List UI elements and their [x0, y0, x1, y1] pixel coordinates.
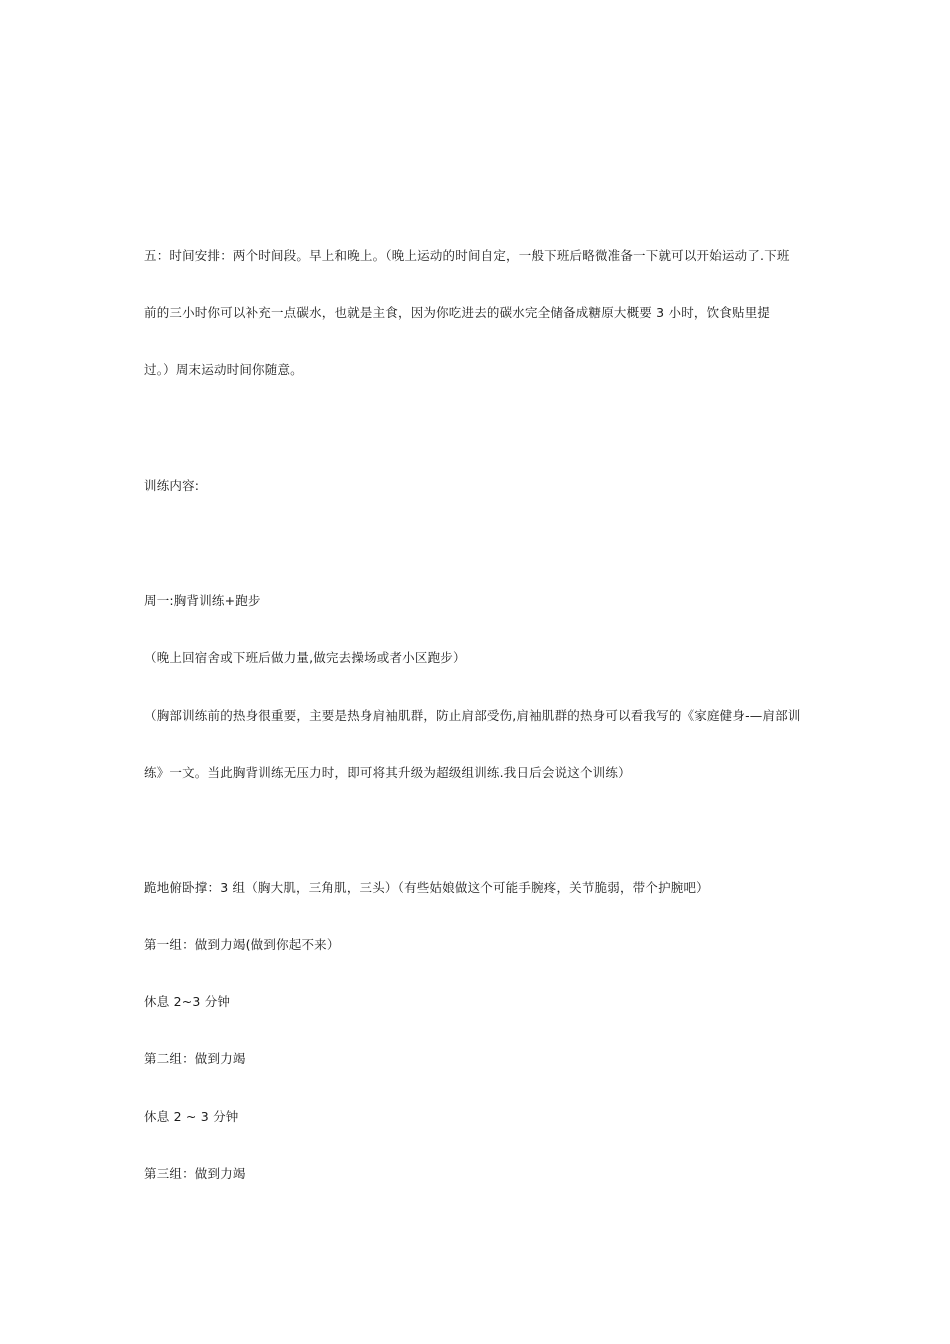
exercise-set-2: 第二组：做到力竭: [144, 1051, 246, 1066]
training-heading: 训练内容:: [144, 478, 200, 493]
schedule-paragraph-line-1: 五：时间安排：两个时间段。早上和晚上。（晚上运动的时间自定，一般下班后略微准备一下就可以开始运动了.下班: [144, 248, 790, 263]
monday-note-2-line-2: 练》一文。当此胸背训练无压力时，即可将其升级为超级组训练.我日后会说这个训练）: [144, 765, 631, 780]
monday-note-2-line-1: （胸部训练前的热身很重要，主要是热身肩袖肌群，防止肩部受伤,肩袖肌群的热身可以看我写的《家庭健身-—肩部训: [144, 708, 801, 723]
exercise-title: 跪地俯卧撑：3 组（胸大肌，三角肌，三头）（有些姑娘做这个可能手腕疼，关节脆弱，带个护腕吧）: [144, 880, 709, 895]
schedule-paragraph-line-2: 前的三小时你可以补充一点碳水，也就是主食，因为你吃进去的碳水完全储备成糖原大概要 3 小时，饮食贴里提: [144, 305, 771, 320]
exercise-set-3: 第三组：做到力竭: [144, 1166, 246, 1181]
exercise-set-1: 第一组：做到力竭(做到你起不来）: [144, 937, 340, 952]
monday-note-1: （晚上回宿舍或下班后做力量,做完去操场或者小区跑步）: [144, 650, 466, 665]
exercise-rest-1: 休息 2~3 分钟: [144, 994, 231, 1009]
schedule-paragraph-line-3: 过。）周末运动时间你随意。: [144, 362, 303, 377]
monday-title: 周一:胸背训练+跑步: [144, 593, 261, 608]
exercise-rest-2: 休息 2 ~ 3 分钟: [144, 1109, 239, 1124]
